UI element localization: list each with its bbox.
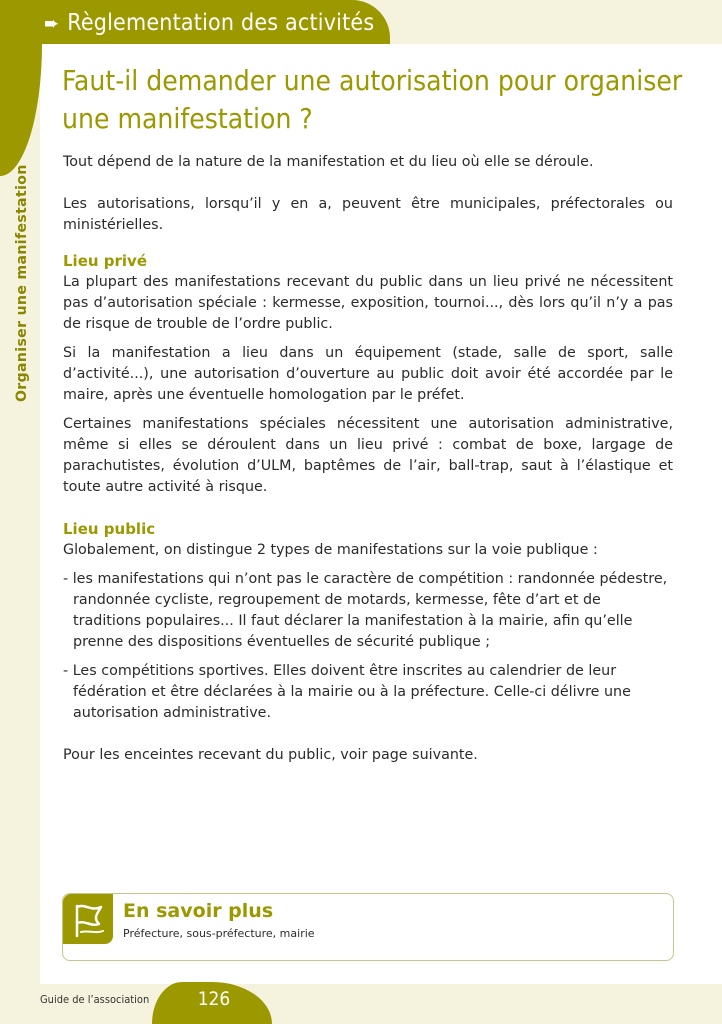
page-number: 126 bbox=[197, 988, 231, 1010]
info-text: Préfecture, sous-préfecture, mairie bbox=[123, 927, 315, 940]
closing-paragraph: Pour les enceintes recevant du public, voir page suivante. bbox=[63, 747, 478, 763]
private-paragraph-1: La plupart des manifestations recevant du public dans un lieu privé ne nécessitent pas d’autorisation spéciale : kermesse, exposition, tournoi..., dès lors qu’il n’y a pas de risque de trouble de l’ordre public. bbox=[63, 274, 673, 332]
public-intro: Globalement, on distingue 2 types de manifestations sur la voie publique : bbox=[63, 542, 598, 558]
private-paragraph-3: Certaines manifestations spéciales nécessitent une autorisation administrative, même si elles se déroulent dans un lieu privé : combat de boxe, largage de parachutistes, évolution d’ULM, baptêmes de l’air, ball-trap, saut à l’élastique et toute autre activité à risque. bbox=[63, 416, 673, 495]
page-title: Faut-il demander une autorisation pour organiser une manifestation ? bbox=[62, 64, 683, 135]
arrow-right-icon: ➨ bbox=[44, 11, 60, 35]
main-content bbox=[63, 152, 673, 766]
footer-guide: Guide de l’association bbox=[40, 993, 150, 1006]
intro-paragraph: Tout dépend de la nature de la manifestation et du lieu où elle se déroule. bbox=[63, 154, 594, 170]
info-title: En savoir plus bbox=[123, 900, 274, 922]
authorisations-paragraph: Les autorisations, lorsqu’il y en a, peuvent être municipales, préfectorales ou ministérielles. bbox=[63, 196, 673, 233]
section-title: Règlementation des activités bbox=[67, 10, 375, 36]
flag-icon bbox=[63, 894, 113, 944]
public-heading: Lieu public bbox=[63, 520, 156, 538]
private-heading: Lieu privé bbox=[63, 252, 148, 270]
page-number-tab bbox=[152, 982, 272, 1024]
info-box bbox=[62, 893, 674, 961]
public-bullet-1: - les manifestations qui n’ont pas le caractère de compétition : randonnée pédestre, randonnée cycliste, regroupement de motards, kermesse, fête d’art et de traditions populaires... Il faut déclarer la manifestation à la mairie, afin qu’elle prenne des dispositions éventuelles de sécurité publique ; bbox=[63, 571, 668, 650]
sidebar-label: Organiser une manifestation bbox=[14, 164, 30, 402]
public-bullet-2: - Les compétitions sportives. Elles doivent être inscrites au calendrier de leur fédération et être déclarées à la mairie ou à la préfecture. Celle-ci délivre une autorisation administrative. bbox=[63, 663, 631, 721]
section-header bbox=[0, 0, 390, 44]
left-corner-decoration bbox=[0, 44, 42, 176]
private-paragraph-2: Si la manifestation a lieu dans un équipement (stade, salle de sport, salle d’activité...), une autorisation d’ouverture au public doit avoir été accordée par le maire, après une éventuelle homologation par le préfet. bbox=[63, 345, 673, 403]
